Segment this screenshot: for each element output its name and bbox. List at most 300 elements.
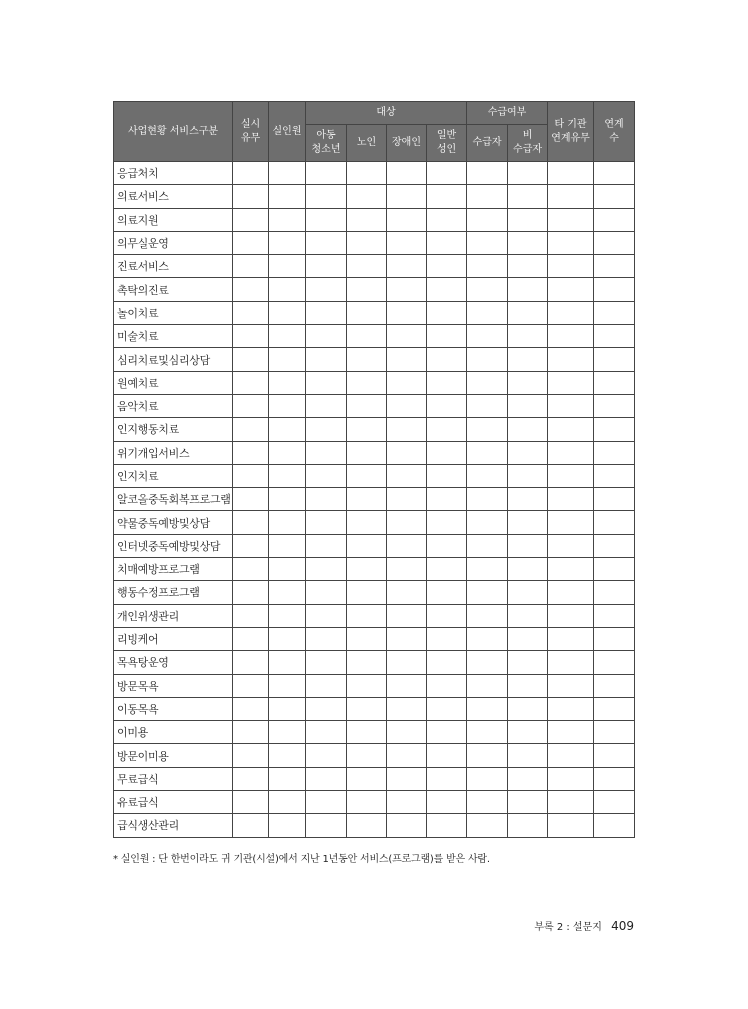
- answer-cell[interactable]: [548, 255, 594, 278]
- answer-cell[interactable]: [427, 511, 467, 534]
- answer-cell[interactable]: [233, 162, 269, 185]
- answer-cell[interactable]: [306, 208, 347, 231]
- answer-cell[interactable]: [387, 162, 427, 185]
- answer-cell[interactable]: [306, 418, 347, 441]
- answer-cell[interactable]: [508, 371, 548, 394]
- answer-cell[interactable]: [387, 791, 427, 814]
- answer-cell[interactable]: [548, 418, 594, 441]
- answer-cell[interactable]: [306, 814, 347, 837]
- answer-cell[interactable]: [306, 744, 347, 767]
- answer-cell[interactable]: [387, 814, 427, 837]
- answer-cell[interactable]: [269, 581, 306, 604]
- answer-cell[interactable]: [387, 278, 427, 301]
- answer-cell[interactable]: [306, 301, 347, 324]
- answer-cell[interactable]: [508, 301, 548, 324]
- answer-cell[interactable]: [548, 744, 594, 767]
- answer-cell[interactable]: [508, 394, 548, 417]
- answer-cell[interactable]: [269, 231, 306, 254]
- answer-cell[interactable]: [427, 674, 467, 697]
- answer-cell[interactable]: [306, 325, 347, 348]
- answer-cell[interactable]: [427, 231, 467, 254]
- answer-cell[interactable]: [594, 791, 635, 814]
- answer-cell[interactable]: [467, 534, 508, 557]
- answer-cell[interactable]: [233, 185, 269, 208]
- answer-cell[interactable]: [594, 231, 635, 254]
- answer-cell[interactable]: [427, 651, 467, 674]
- answer-cell[interactable]: [467, 441, 508, 464]
- answer-cell[interactable]: [347, 185, 387, 208]
- answer-cell[interactable]: [233, 814, 269, 837]
- answer-cell[interactable]: [233, 721, 269, 744]
- answer-cell[interactable]: [387, 767, 427, 790]
- answer-cell[interactable]: [269, 418, 306, 441]
- answer-cell[interactable]: [387, 581, 427, 604]
- answer-cell[interactable]: [306, 231, 347, 254]
- table-row: [114, 464, 635, 487]
- answer-cell[interactable]: [508, 418, 548, 441]
- answer-cell[interactable]: [269, 441, 306, 464]
- answer-cell[interactable]: [233, 418, 269, 441]
- answer-cell[interactable]: [548, 278, 594, 301]
- answer-cell[interactable]: [594, 627, 635, 650]
- table-row: [114, 697, 635, 720]
- answer-cell[interactable]: [306, 441, 347, 464]
- answer-cell[interactable]: [508, 581, 548, 604]
- answer-cell[interactable]: [467, 278, 508, 301]
- answer-cell[interactable]: [508, 674, 548, 697]
- answer-cell[interactable]: [467, 674, 508, 697]
- answer-cell[interactable]: [548, 558, 594, 581]
- table-row: [114, 231, 635, 254]
- answer-cell[interactable]: [387, 301, 427, 324]
- answer-cell[interactable]: [594, 697, 635, 720]
- answer-cell[interactable]: [548, 721, 594, 744]
- answer-cell[interactable]: [269, 255, 306, 278]
- answer-cell[interactable]: [508, 488, 548, 511]
- answer-cell[interactable]: [548, 581, 594, 604]
- answer-cell[interactable]: [508, 534, 548, 557]
- answer-cell[interactable]: [508, 627, 548, 650]
- answer-cell[interactable]: [387, 348, 427, 371]
- answer-cell[interactable]: [594, 255, 635, 278]
- answer-cell[interactable]: [548, 231, 594, 254]
- answer-cell[interactable]: [508, 511, 548, 534]
- answer-cell[interactable]: [548, 791, 594, 814]
- answer-cell[interactable]: [594, 325, 635, 348]
- answer-cell[interactable]: [306, 651, 347, 674]
- answer-cell[interactable]: [548, 441, 594, 464]
- answer-cell[interactable]: [467, 791, 508, 814]
- answer-cell[interactable]: [548, 627, 594, 650]
- answer-cell[interactable]: [427, 581, 467, 604]
- answer-cell[interactable]: [233, 791, 269, 814]
- answer-cell[interactable]: [508, 255, 548, 278]
- answer-cell[interactable]: [594, 394, 635, 417]
- answer-cell[interactable]: [233, 278, 269, 301]
- answer-cell[interactable]: [594, 674, 635, 697]
- answer-cell[interactable]: [508, 814, 548, 837]
- answer-cell[interactable]: [508, 185, 548, 208]
- answer-cell[interactable]: [508, 721, 548, 744]
- answer-cell[interactable]: [387, 744, 427, 767]
- answer-cell[interactable]: [306, 488, 347, 511]
- answer-cell[interactable]: [387, 464, 427, 487]
- answer-cell[interactable]: [508, 278, 548, 301]
- answer-cell[interactable]: [548, 604, 594, 627]
- answer-cell[interactable]: [508, 231, 548, 254]
- answer-cell[interactable]: [467, 697, 508, 720]
- answer-cell[interactable]: [233, 581, 269, 604]
- answer-cell[interactable]: [233, 208, 269, 231]
- answer-cell[interactable]: [269, 627, 306, 650]
- answer-cell[interactable]: [387, 697, 427, 720]
- answer-cell[interactable]: [306, 394, 347, 417]
- answer-cell[interactable]: [387, 418, 427, 441]
- answer-cell[interactable]: [548, 464, 594, 487]
- answer-cell[interactable]: [387, 325, 427, 348]
- answer-cell[interactable]: [427, 394, 467, 417]
- answer-cell[interactable]: [427, 767, 467, 790]
- answer-cell[interactable]: [269, 511, 306, 534]
- answer-cell[interactable]: [269, 348, 306, 371]
- answer-cell[interactable]: [233, 348, 269, 371]
- answer-cell[interactable]: [387, 231, 427, 254]
- answer-cell[interactable]: [467, 767, 508, 790]
- answer-cell[interactable]: [233, 488, 269, 511]
- answer-cell[interactable]: [548, 185, 594, 208]
- answer-cell[interactable]: [508, 348, 548, 371]
- answer-cell[interactable]: [548, 651, 594, 674]
- answer-cell[interactable]: [467, 348, 508, 371]
- answer-cell[interactable]: [467, 511, 508, 534]
- answer-cell[interactable]: [269, 604, 306, 627]
- answer-cell[interactable]: [467, 185, 508, 208]
- answer-cell[interactable]: [387, 534, 427, 557]
- answer-cell[interactable]: [387, 674, 427, 697]
- answer-cell[interactable]: [548, 674, 594, 697]
- answer-cell[interactable]: [467, 814, 508, 837]
- answer-cell[interactable]: [306, 627, 347, 650]
- answer-cell[interactable]: [306, 348, 347, 371]
- answer-cell[interactable]: [427, 325, 467, 348]
- answer-cell[interactable]: [467, 394, 508, 417]
- service-name: 놀이치료: [114, 301, 233, 324]
- answer-cell[interactable]: [594, 651, 635, 674]
- answer-cell[interactable]: [269, 394, 306, 417]
- answer-cell[interactable]: [347, 278, 387, 301]
- answer-cell[interactable]: [594, 278, 635, 301]
- answer-cell[interactable]: [427, 208, 467, 231]
- answer-cell[interactable]: [347, 558, 387, 581]
- answer-cell[interactable]: [347, 371, 387, 394]
- answer-cell[interactable]: [548, 534, 594, 557]
- answer-cell[interactable]: [508, 441, 548, 464]
- answer-cell[interactable]: [347, 604, 387, 627]
- answer-cell[interactable]: [233, 744, 269, 767]
- answer-cell[interactable]: [269, 371, 306, 394]
- answer-cell[interactable]: [594, 348, 635, 371]
- answer-cell[interactable]: [233, 301, 269, 324]
- answer-cell[interactable]: [306, 534, 347, 557]
- answer-cell[interactable]: [387, 185, 427, 208]
- answer-cell[interactable]: [347, 301, 387, 324]
- answer-cell[interactable]: [548, 488, 594, 511]
- answer-cell[interactable]: [306, 604, 347, 627]
- answer-cell[interactable]: [467, 208, 508, 231]
- answer-cell[interactable]: [467, 744, 508, 767]
- header-link-count: 연계 수: [594, 102, 635, 162]
- answer-cell[interactable]: [269, 185, 306, 208]
- answer-cell[interactable]: [594, 185, 635, 208]
- answer-cell[interactable]: [427, 348, 467, 371]
- answer-cell[interactable]: [233, 231, 269, 254]
- answer-cell[interactable]: [269, 488, 306, 511]
- answer-cell[interactable]: [387, 627, 427, 650]
- answer-cell[interactable]: [427, 301, 467, 324]
- answer-cell[interactable]: [233, 651, 269, 674]
- answer-cell[interactable]: [387, 721, 427, 744]
- answer-cell[interactable]: [347, 534, 387, 557]
- answer-cell[interactable]: [347, 418, 387, 441]
- answer-cell[interactable]: [347, 488, 387, 511]
- page-footer: [534, 918, 634, 933]
- answer-cell[interactable]: [269, 767, 306, 790]
- answer-cell[interactable]: [594, 162, 635, 185]
- answer-cell[interactable]: [508, 791, 548, 814]
- answer-cell[interactable]: [508, 464, 548, 487]
- answer-cell[interactable]: [548, 162, 594, 185]
- answer-cell[interactable]: [347, 325, 387, 348]
- answer-cell[interactable]: [594, 814, 635, 837]
- answer-cell[interactable]: [233, 255, 269, 278]
- answer-cell[interactable]: [467, 301, 508, 324]
- answer-cell[interactable]: [306, 464, 347, 487]
- answer-cell[interactable]: [427, 721, 467, 744]
- answer-cell[interactable]: [467, 231, 508, 254]
- answer-cell[interactable]: [427, 464, 467, 487]
- answer-cell[interactable]: [306, 371, 347, 394]
- answer-cell[interactable]: [347, 674, 387, 697]
- answer-cell[interactable]: [233, 674, 269, 697]
- answer-cell[interactable]: [427, 162, 467, 185]
- answer-cell[interactable]: [508, 325, 548, 348]
- answer-cell[interactable]: [467, 604, 508, 627]
- answer-cell[interactable]: [306, 697, 347, 720]
- answer-cell[interactable]: [594, 418, 635, 441]
- answer-cell[interactable]: [594, 301, 635, 324]
- answer-cell[interactable]: [548, 394, 594, 417]
- answer-cell[interactable]: [347, 651, 387, 674]
- answer-cell[interactable]: [306, 511, 347, 534]
- answer-cell[interactable]: [306, 791, 347, 814]
- answer-cell[interactable]: [594, 371, 635, 394]
- answer-cell[interactable]: [387, 394, 427, 417]
- answer-cell[interactable]: [269, 301, 306, 324]
- answer-cell[interactable]: [233, 604, 269, 627]
- answer-cell[interactable]: [427, 418, 467, 441]
- answer-cell[interactable]: [269, 534, 306, 557]
- table-row: [114, 162, 635, 185]
- answer-cell[interactable]: [594, 208, 635, 231]
- answer-cell[interactable]: [427, 697, 467, 720]
- answer-cell[interactable]: [233, 325, 269, 348]
- answer-cell[interactable]: [467, 651, 508, 674]
- answer-cell[interactable]: [427, 441, 467, 464]
- answer-cell[interactable]: [427, 814, 467, 837]
- answer-cell[interactable]: [233, 511, 269, 534]
- answer-cell[interactable]: [233, 558, 269, 581]
- answer-cell[interactable]: [387, 558, 427, 581]
- answer-cell[interactable]: [594, 721, 635, 744]
- answer-cell[interactable]: [269, 651, 306, 674]
- service-name: 심리치료및심리상담: [114, 348, 233, 371]
- answer-cell[interactable]: [269, 814, 306, 837]
- answer-cell[interactable]: [594, 558, 635, 581]
- answer-cell[interactable]: [427, 255, 467, 278]
- answer-cell[interactable]: [233, 371, 269, 394]
- answer-cell[interactable]: [269, 162, 306, 185]
- answer-cell[interactable]: [594, 767, 635, 790]
- answer-cell[interactable]: [269, 721, 306, 744]
- answer-cell[interactable]: [594, 488, 635, 511]
- answer-cell[interactable]: [347, 744, 387, 767]
- answer-cell[interactable]: [233, 627, 269, 650]
- answer-cell[interactable]: [347, 394, 387, 417]
- answer-cell[interactable]: [427, 534, 467, 557]
- answer-cell[interactable]: [467, 162, 508, 185]
- answer-cell[interactable]: [387, 604, 427, 627]
- answer-cell[interactable]: [467, 418, 508, 441]
- answer-cell[interactable]: [548, 325, 594, 348]
- answer-cell[interactable]: [306, 674, 347, 697]
- answer-cell[interactable]: [233, 697, 269, 720]
- answer-cell[interactable]: [427, 371, 467, 394]
- answer-cell[interactable]: [347, 208, 387, 231]
- answer-cell[interactable]: [347, 348, 387, 371]
- answer-cell[interactable]: [548, 511, 594, 534]
- answer-cell[interactable]: [548, 814, 594, 837]
- answer-cell[interactable]: [347, 162, 387, 185]
- answer-cell[interactable]: [508, 558, 548, 581]
- answer-cell[interactable]: [233, 394, 269, 417]
- answer-cell[interactable]: [508, 604, 548, 627]
- answer-cell[interactable]: [347, 697, 387, 720]
- answer-cell[interactable]: [347, 627, 387, 650]
- answer-cell[interactable]: [427, 604, 467, 627]
- answer-cell[interactable]: [233, 534, 269, 557]
- answer-cell[interactable]: [467, 627, 508, 650]
- answer-cell[interactable]: [387, 488, 427, 511]
- answer-cell[interactable]: [548, 301, 594, 324]
- answer-cell[interactable]: [306, 162, 347, 185]
- answer-cell[interactable]: [508, 767, 548, 790]
- answer-cell[interactable]: [306, 581, 347, 604]
- answer-cell[interactable]: [269, 464, 306, 487]
- service-name: 응급처치: [114, 162, 233, 185]
- answer-cell[interactable]: [306, 255, 347, 278]
- answer-cell[interactable]: [347, 441, 387, 464]
- answer-cell[interactable]: [387, 208, 427, 231]
- answer-cell[interactable]: [269, 558, 306, 581]
- answer-cell[interactable]: [427, 558, 467, 581]
- answer-cell[interactable]: [467, 464, 508, 487]
- answer-cell[interactable]: [347, 231, 387, 254]
- answer-cell[interactable]: [594, 744, 635, 767]
- answer-cell[interactable]: [427, 791, 467, 814]
- answer-cell[interactable]: [269, 791, 306, 814]
- answer-cell[interactable]: [594, 604, 635, 627]
- answer-cell[interactable]: [508, 162, 548, 185]
- answer-cell[interactable]: [548, 767, 594, 790]
- answer-cell[interactable]: [467, 488, 508, 511]
- answer-cell[interactable]: [269, 278, 306, 301]
- answer-cell[interactable]: [467, 255, 508, 278]
- answer-cell[interactable]: [269, 208, 306, 231]
- answer-cell[interactable]: [467, 558, 508, 581]
- answer-cell[interactable]: [467, 721, 508, 744]
- answer-cell[interactable]: [594, 511, 635, 534]
- answer-cell[interactable]: [269, 697, 306, 720]
- answer-cell[interactable]: [269, 674, 306, 697]
- answer-cell[interactable]: [387, 371, 427, 394]
- answer-cell[interactable]: [347, 721, 387, 744]
- answer-cell[interactable]: [306, 278, 347, 301]
- answer-cell[interactable]: [347, 814, 387, 837]
- answer-cell[interactable]: [347, 464, 387, 487]
- answer-cell[interactable]: [427, 185, 467, 208]
- answer-cell[interactable]: [467, 371, 508, 394]
- answer-cell[interactable]: [306, 721, 347, 744]
- answer-cell[interactable]: [548, 697, 594, 720]
- answer-cell[interactable]: [548, 208, 594, 231]
- answer-cell[interactable]: [306, 558, 347, 581]
- answer-cell[interactable]: [306, 185, 347, 208]
- answer-cell[interactable]: [347, 255, 387, 278]
- answer-cell[interactable]: [233, 464, 269, 487]
- answer-cell[interactable]: [347, 511, 387, 534]
- service-name: 무료급식: [114, 767, 233, 790]
- answer-cell[interactable]: [594, 581, 635, 604]
- answer-cell[interactable]: [467, 581, 508, 604]
- answer-cell[interactable]: [594, 534, 635, 557]
- answer-cell[interactable]: [508, 208, 548, 231]
- answer-cell[interactable]: [347, 581, 387, 604]
- answer-cell[interactable]: [233, 767, 269, 790]
- answer-cell[interactable]: [427, 278, 467, 301]
- answer-cell[interactable]: [306, 767, 347, 790]
- answer-cell[interactable]: [427, 488, 467, 511]
- answer-cell[interactable]: [594, 464, 635, 487]
- answer-cell[interactable]: [427, 627, 467, 650]
- answer-cell[interactable]: [387, 255, 427, 278]
- answer-cell[interactable]: [508, 744, 548, 767]
- answer-cell[interactable]: [233, 441, 269, 464]
- answer-cell[interactable]: [427, 744, 467, 767]
- answer-cell[interactable]: [269, 325, 306, 348]
- answer-cell[interactable]: [508, 697, 548, 720]
- answer-cell[interactable]: [548, 371, 594, 394]
- answer-cell[interactable]: [594, 441, 635, 464]
- answer-cell[interactable]: [269, 744, 306, 767]
- answer-cell[interactable]: [387, 511, 427, 534]
- answer-cell[interactable]: [548, 348, 594, 371]
- answer-cell[interactable]: [508, 651, 548, 674]
- answer-cell[interactable]: [347, 767, 387, 790]
- answer-cell[interactable]: [387, 651, 427, 674]
- answer-cell[interactable]: [387, 441, 427, 464]
- answer-cell[interactable]: [347, 791, 387, 814]
- answer-cell[interactable]: [467, 325, 508, 348]
